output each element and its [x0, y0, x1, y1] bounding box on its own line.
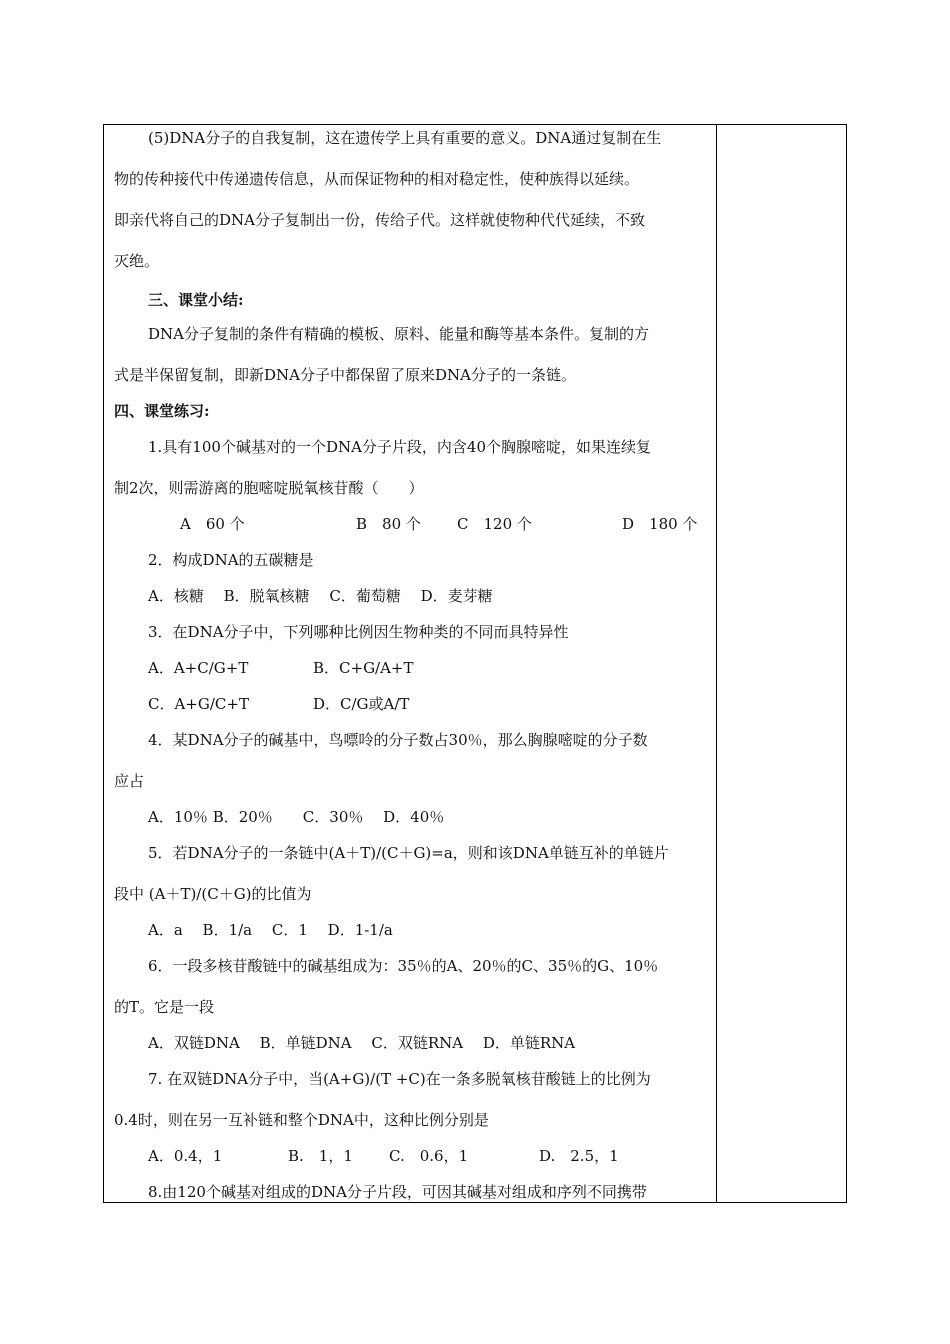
q6-options: A．双链DNA B．单链DNA C．双链RNA D．单链RNA: [148, 1034, 576, 1052]
para5-line-1: (5)DNA分子的自我复制，这在遗传学上具有重要的意义。DNA通过复制在生: [148, 129, 662, 147]
q1-option-a: A 60 个: [180, 515, 245, 533]
q7-option-c: C. 0.6，1: [389, 1147, 469, 1165]
q5-line-2: 段中 (A＋T)/(C＋G)的比值为: [114, 885, 312, 903]
q7-option-b: B. 1，1: [288, 1147, 353, 1165]
q4-options: A．10％ B．20％ C．30％ D．40％: [148, 808, 445, 826]
q3-line-1: 3．在DNA分子中，下列哪种比例因生物种类的不同而具特异性: [148, 623, 569, 641]
para5-line-4: 灭绝。: [114, 252, 160, 270]
q1-line-2: 制2次，则需游离的胞嘧啶脱氧核苷酸（ ）: [114, 479, 424, 497]
q1-line-1: 1.具有100个碱基对的一个DNA分子片段，内含40个胸腺嘧啶，如果连续复: [148, 438, 652, 456]
summary-line-1: DNA分子复制的条件有精确的模板、原料、能量和酶等基本条件。复制的方: [148, 325, 649, 343]
q3-option-b: B．C+G/A+T: [313, 659, 414, 677]
para5-line-3: 即亲代将自己的DNA分子复制出一份，传给子代。这样就使物种代代延续，不致: [114, 211, 645, 229]
q5-options: A．a B．1/a C．1 D．1-1/a: [148, 921, 393, 939]
practice-heading: 四、课堂练习:: [114, 402, 210, 420]
q7-option-a: A．0.4，1: [148, 1147, 223, 1165]
q1-option-c: C 120 个: [457, 515, 532, 533]
q4-line-1: 4．某DNA分子的碱基中，鸟嘌呤的分子数占30％，那么胸腺嘧啶的分子数: [148, 731, 648, 749]
q7-line-1: 7. 在双链DNA分子中，当(A+G)/(T +C)在一条多脱氧核苷酸链上的比例为: [148, 1070, 651, 1088]
content-table: [103, 124, 847, 1203]
q8-line-1: 8.由120个碱基对组成的DNA分子片段，可因其碱基对组成和序列不同携带: [148, 1183, 647, 1201]
q7-option-d: D. 2.5，1: [539, 1147, 619, 1165]
q6-line-2: 的T。它是一段: [114, 998, 215, 1016]
q1-option-b: B 80 个: [356, 515, 421, 533]
q4-line-2: 应占: [114, 772, 145, 790]
q6-line-1: 6．一段多核苷酸链中的碱基组成为：35％的A、20％的C、35％的G、10％: [148, 957, 659, 975]
q2-options: A．核糖 B．脱氧核糖 C．葡萄糖 D．麦芽糖: [148, 587, 493, 605]
para5-line-2: 物的传种接代中传递遗传信息，从而保证物种的相对稳定性，使种族得以延续。: [114, 170, 640, 188]
q7-line-2: 0.4时，则在另一互补链和整个DNA中，这种比例分别是: [114, 1111, 489, 1129]
q3-option-a: A．A+C/G+T: [148, 659, 249, 677]
q3-option-d: D．C/G或A/T: [313, 695, 410, 713]
q3-option-c: C．A+G/C+T: [148, 695, 249, 713]
q2-line-1: 2．构成DNA的五碳糖是: [148, 551, 314, 569]
q1-option-d: D 180 个: [622, 515, 698, 533]
q5-line-1: 5．若DNA分子的一条链中(A＋T)/(C＋G)=a，则和该DNA单链互补的单链片: [148, 844, 669, 862]
summary-line-2: 式是半保留复制，即新DNA分子中都保留了原来DNA分子的一条链。: [114, 366, 576, 384]
summary-heading: 三、课堂小结:: [148, 291, 244, 309]
column-divider: [716, 125, 717, 1202]
